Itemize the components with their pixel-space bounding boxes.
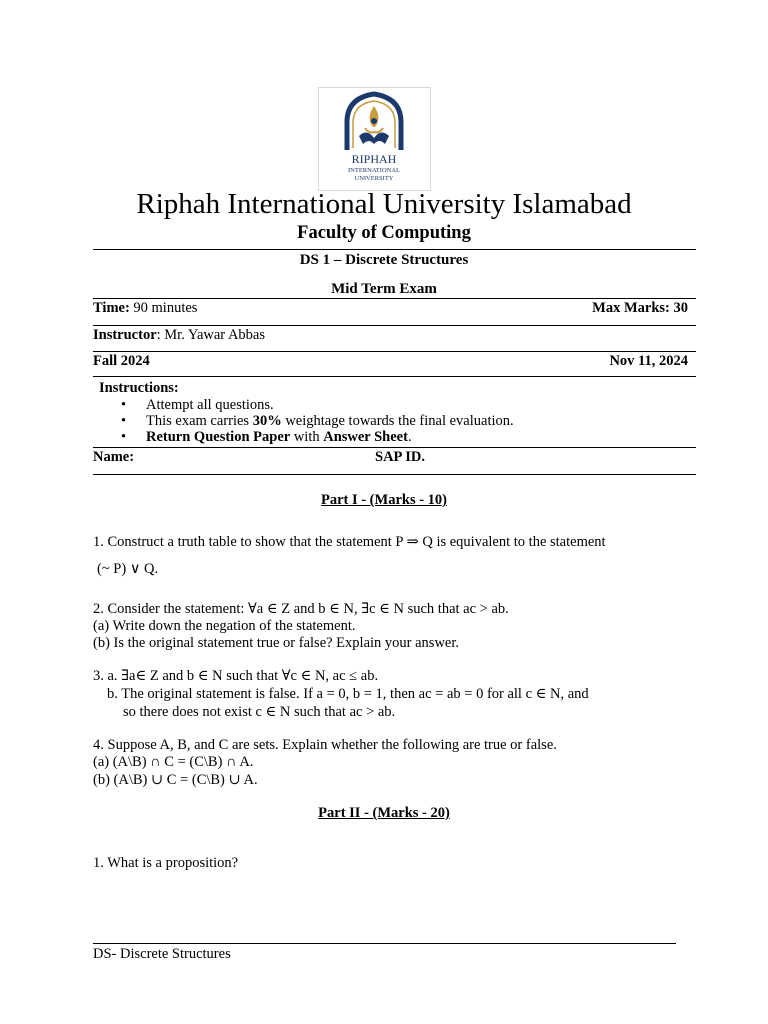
university-title: Riphah International University Islamabad	[136, 188, 632, 220]
logo-subtitle-1: INTERNATIONAL	[348, 167, 400, 174]
divider	[93, 447, 696, 448]
question-1-1-cont: (~ P) ∨ Q.	[97, 561, 159, 577]
exam-title: Mid Term Exam	[331, 281, 437, 297]
riphah-emblem-icon	[319, 88, 430, 190]
divider	[93, 351, 696, 352]
exam-date: Nov 11, 2024	[609, 353, 688, 369]
name-label: Name:	[93, 449, 135, 465]
bullet-icon: •	[121, 397, 127, 413]
time-value: 90 minutes	[129, 300, 198, 316]
footer-divider	[93, 943, 676, 944]
divider	[93, 249, 696, 250]
course-title: DS 1 – Discrete Structures	[299, 252, 469, 268]
instruction-item-2: This exam carries 30% weightage towards the final evaluation.	[146, 413, 514, 429]
logo-subtitle-2: UNIVERSITY	[354, 175, 394, 182]
answer-1-3b-cont: so there does not exist c ∈ N such that ac > ab.	[123, 704, 396, 720]
instructor-label: Instructor	[93, 327, 157, 343]
question-1-4: 4. Suppose A, B, and C are sets. Explain whether the following are true or false.	[93, 737, 557, 753]
question-2-1: 1. What is a proposition?	[93, 855, 239, 871]
time-field	[93, 300, 197, 317]
answer-1-3b: b. The original statement is false. If a = 0, b = 1, then ac = ab = 0 for all c ∈ N, and	[107, 686, 589, 702]
divider	[93, 376, 696, 377]
logo-title: RIPHAH	[351, 152, 397, 166]
time-label: Time:	[93, 300, 130, 316]
question-1-2: 2. Consider the statement: ∀a ∈ Z and b ∈ N, ∃c ∈ N such that ac > ab.	[93, 601, 509, 617]
instruction-item-3: Return Question Paper with Answer Sheet.	[146, 429, 412, 445]
question-1-1: 1. Construct a truth table to show that the statement P ⇒ Q is equivalent to the statement	[93, 534, 606, 550]
question-1-2b: (b) Is the original statement true or false? Explain your answer.	[93, 635, 460, 651]
instructor-value: : Mr. Yawar Abbas	[156, 327, 265, 343]
question-1-2a: (a) Write down the negation of the statement.	[93, 618, 356, 634]
instruction-item-1: Attempt all questions.	[146, 397, 274, 413]
part-2-title: Part II - (Marks - 20)	[318, 805, 450, 821]
question-1-4a: (a) (A\B) ∩ C = (C\B) ∩ A.	[93, 754, 254, 770]
faculty-title: Faculty of Computing	[297, 223, 471, 243]
part-1-title: Part I - (Marks - 10)	[320, 492, 448, 508]
question-1-4b: (b) (A\B) ∪ C = (C\B) ∪ A.	[93, 772, 258, 788]
divider	[93, 474, 696, 475]
footer-text: DS- Discrete Structures	[93, 946, 231, 962]
answer-1-3a: 3. a. ∃a∈ Z and b ∈ N such that ∀c ∈ N, ac ≤ ab.	[93, 668, 379, 684]
divider	[93, 325, 696, 326]
divider	[93, 298, 696, 299]
sap-id-label: SAP ID.	[375, 449, 425, 465]
term: Fall 2024	[93, 353, 150, 369]
bullet-icon: •	[121, 429, 127, 445]
university-logo	[318, 87, 431, 191]
bullet-icon: •	[121, 413, 127, 429]
instructions-title: Instructions:	[99, 380, 179, 396]
instructor-field	[93, 327, 265, 344]
max-marks: Max Marks: 30	[592, 300, 688, 316]
